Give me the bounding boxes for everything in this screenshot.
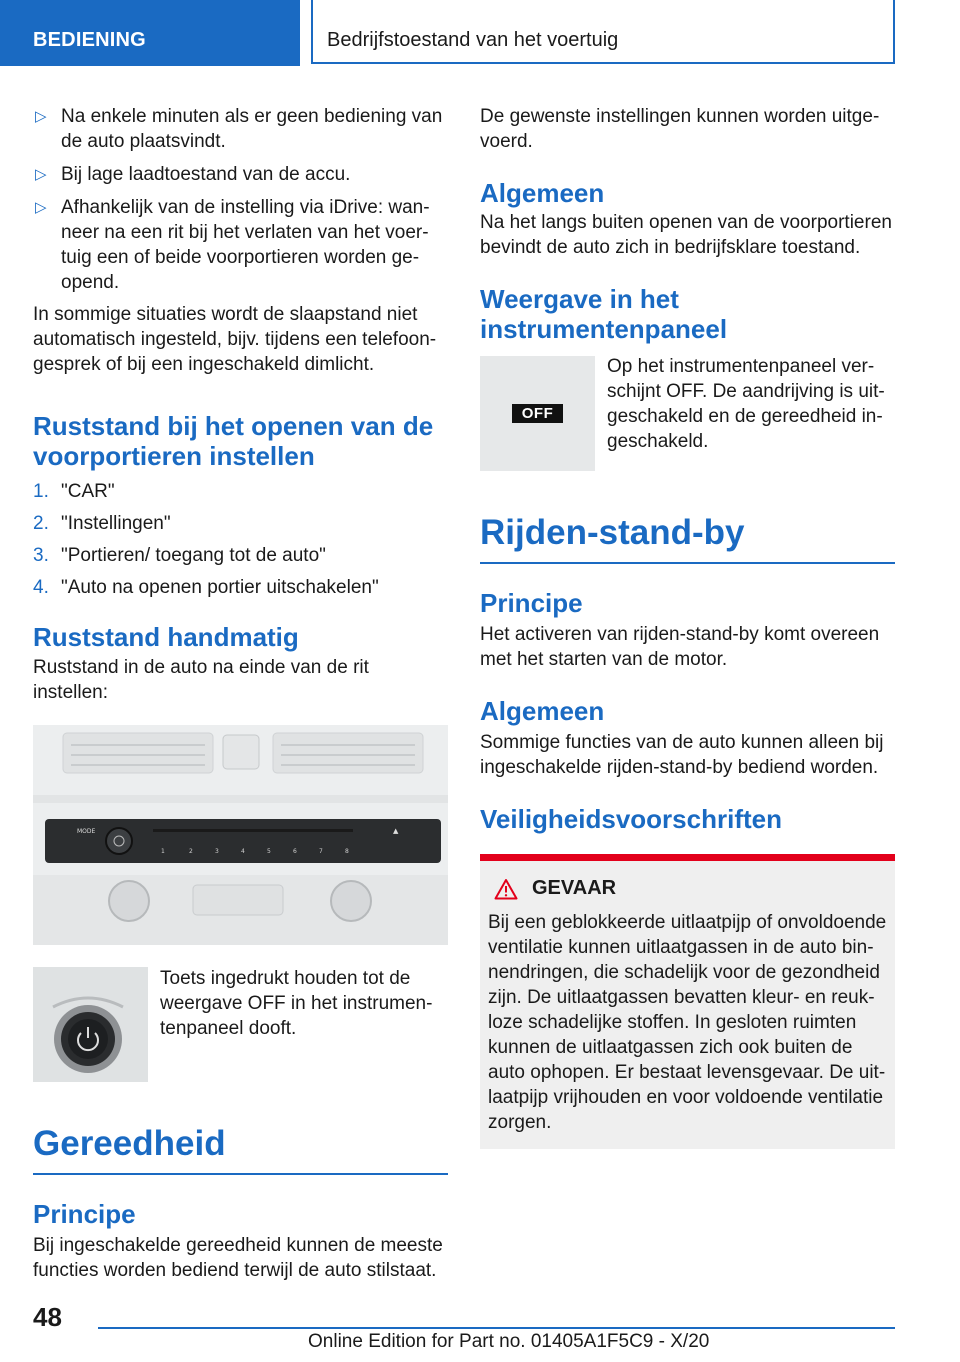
heading-manual: Ruststand handmatig: [33, 622, 299, 652]
principle-paragraph: Bij ingeschakelde gereedheid kunnen de meeste functies worden bediend terwijl de auto stilstaat.: [33, 1235, 443, 1281]
chapter-header: [311, 0, 895, 64]
heading-principle: Principe: [33, 1199, 136, 1229]
svg-text:7: 7: [319, 848, 323, 855]
danger-title: GEVAAR: [532, 877, 617, 899]
svg-text:5: 5: [267, 848, 271, 855]
left-column: [33, 104, 448, 1283]
display-row: [480, 356, 895, 471]
svg-text:8: 8: [345, 848, 349, 855]
svg-text:2: 2: [189, 848, 193, 855]
svg-text:▲: ▲: [393, 827, 399, 835]
power-icon: [33, 967, 148, 1082]
sleep-mode-paragraph: In sommige situaties wordt de slaapstand niet automatisch ingesteld, bijv. tijdens een telefoongesprek of bij een ingeschakeld dimlicht.: [33, 304, 437, 375]
heading-principle-right: Principe: [480, 588, 583, 618]
danger-text: Bij een geblokkeerde uitlaatpijp of onvoldoende ventilatie kunnen uitlaatgassen in de auto binnendringen, die schadelijk voor de gezondheid zijn. De uitlaatgassen bevatten kleur- en reukloze schadelijke stoffen. In gesloten ruimten kunnen de uitlaatgassen zich ook buiten de auto ophopen. Er bestaat levensgevaar. De uitlaatpijp vrijhouden en voor voldoende ventilatie zorgen.: [488, 912, 887, 1133]
list-item: ▷ Afhankelijk van de instelling via iDrive: wanneer na een rit bij het verlaten van het voertuig een of beide voorportieren worden geopend.: [35, 197, 430, 293]
svg-text:6: 6: [293, 848, 297, 855]
general-paragraph: Na het langs buiten openen van de voorportieren bevindt de auto zich in bedrijfsklare toestand.: [480, 212, 892, 258]
heading-ready: Gereedheid: [33, 1124, 448, 1175]
svg-text:4: 4: [241, 848, 245, 855]
off-indicator: OFF: [512, 404, 564, 423]
svg-text:MODE: MODE: [77, 828, 96, 835]
list-item: 1. "CAR": [33, 481, 115, 502]
chapter-title: Bedrijfstoestand van het voertuig: [327, 29, 619, 51]
page-number: 48: [33, 1302, 62, 1332]
heading-general-right: Algemeen: [480, 696, 605, 726]
list-item: ▷ Na enkele minuten als er geen bediening van de auto plaatsvindt.: [35, 106, 443, 152]
list-item: 2. "Instellingen": [33, 513, 171, 534]
standby-general-paragraph: Sommige functies van de auto kunnen alleen bij ingeschakelde rijden-stand-by bediend worden.: [480, 732, 884, 778]
heading-drive-standby: Rijden-stand-by: [480, 513, 895, 564]
heading-general: Algemeen: [480, 178, 605, 208]
svg-text:3: 3: [215, 848, 219, 855]
settings-steps: [33, 479, 448, 600]
triangle-bullet-icon: ▷: [35, 166, 47, 183]
section-tab: [0, 0, 300, 66]
manual-paragraph: Ruststand in de auto na einde van de rit instellen:: [33, 657, 369, 703]
danger-box: [480, 854, 895, 1149]
standby-principle-paragraph: Het activeren van rijden-stand-by komt overeen met het starten van de motor.: [480, 624, 880, 670]
heading-display: Weergave in het instrumentenpaneel: [480, 284, 728, 344]
section-label: BEDIENING: [33, 29, 146, 51]
triangle-bullet-icon: ▷: [35, 108, 47, 125]
list-item: 4. "Auto na openen portier uitschakelen": [33, 577, 379, 598]
display-paragraph: Op het instrumentenpaneel verschijnt OFF. De aandrijving is uitgeschakeld en de gereedheid ingeschakeld.: [607, 356, 885, 452]
off-display-image: [480, 356, 595, 471]
heading-rest-doors: Ruststand bij het openen van de voorportieren instellen: [33, 411, 434, 471]
triangle-bullet-icon: ▷: [35, 199, 47, 216]
warning-triangle-icon: [494, 878, 518, 900]
console-image: [33, 725, 448, 945]
condition-list: [33, 104, 448, 295]
button-row: [33, 967, 448, 1082]
right-column: [480, 104, 895, 1149]
edition-text: Online Edition for Part no. 01405A1F5C9 - X/20: [308, 1331, 710, 1352]
center-console-illustration: [33, 725, 448, 945]
footer-rule: [98, 1327, 895, 1329]
svg-text:1: 1: [161, 848, 165, 855]
list-item: ▷ Bij lage laadtoestand van de accu.: [35, 164, 351, 185]
list-item: 3. "Portieren/ toegang tot de auto": [33, 545, 326, 566]
power-button-image: [33, 967, 148, 1082]
intro-paragraph: De gewenste instellingen kunnen worden uitgevoerd.: [480, 106, 880, 152]
danger-header: [488, 877, 887, 900]
heading-safety: Veiligheidsvoorschriften: [480, 804, 782, 834]
button-caption: Toets ingedrukt houden tot de weergave OFF in het instrumentenpaneel dooft.: [160, 968, 433, 1039]
